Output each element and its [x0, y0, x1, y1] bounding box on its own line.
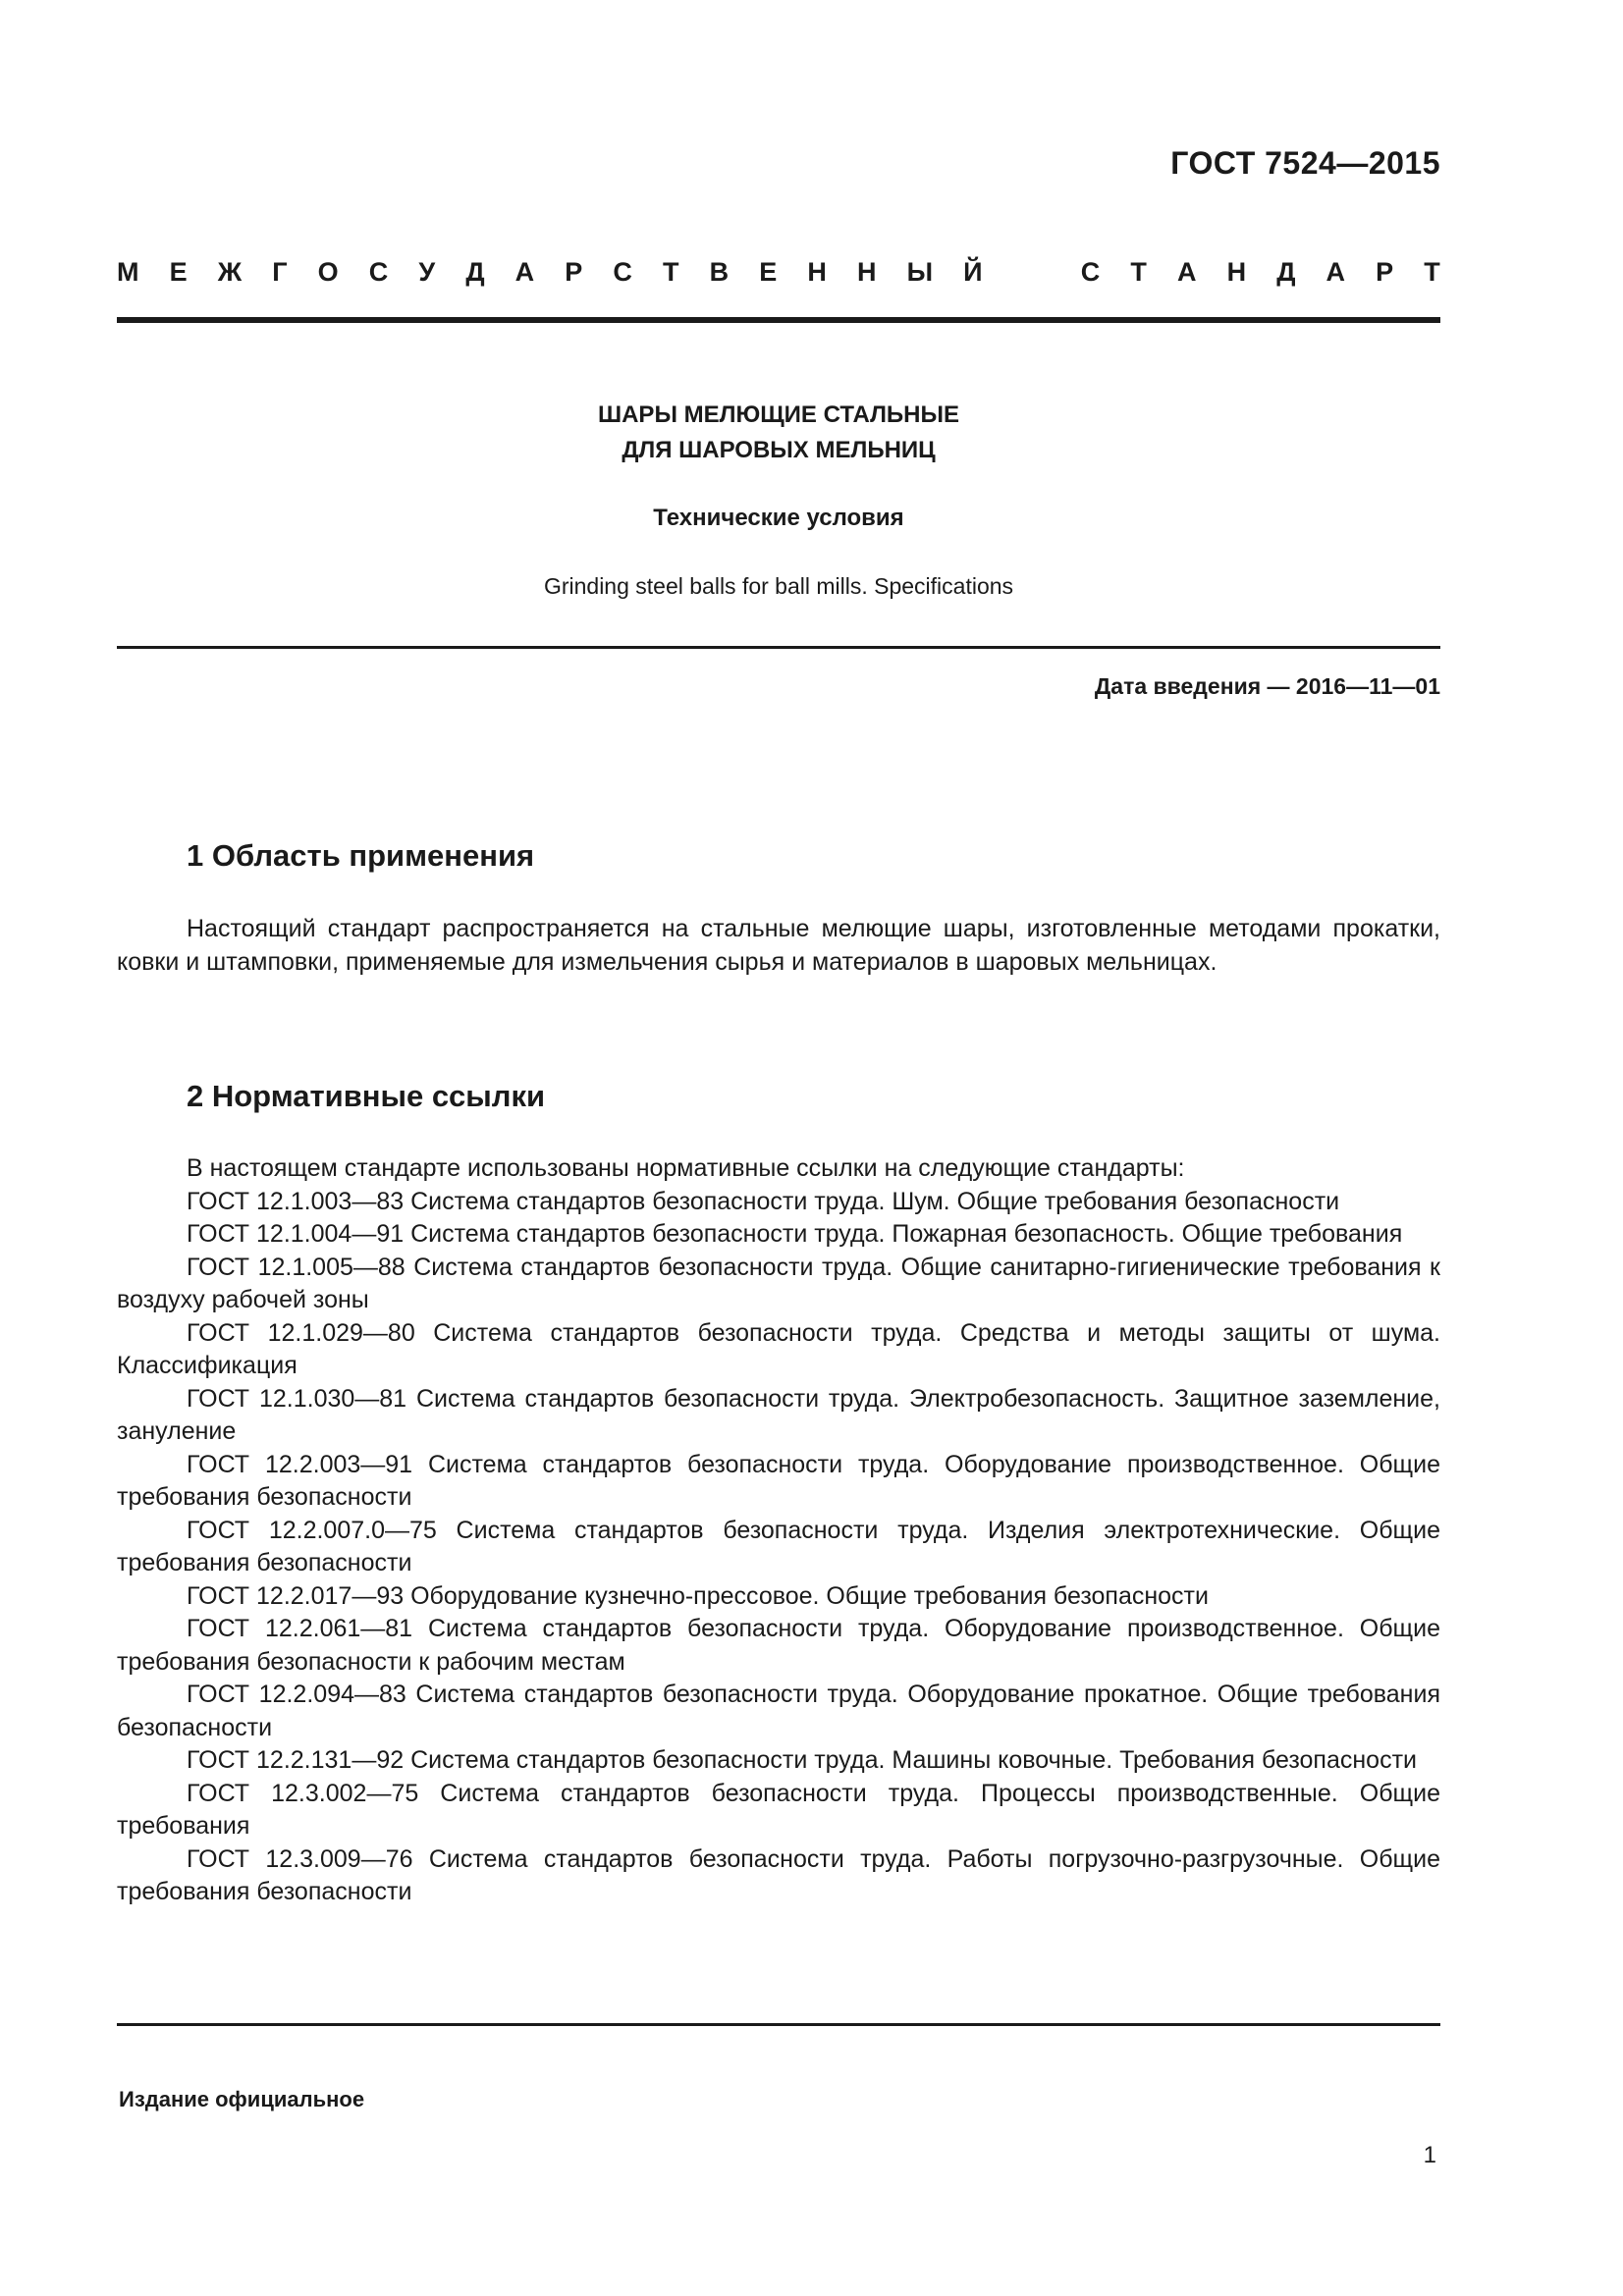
banner-letter: А: [1176, 257, 1197, 287]
reference-item: ГОСТ 12.1.029—80 Система стандартов безопасности труда. Средства и методы защиты от шума. Классификация: [117, 1318, 1440, 1379]
banner-letter: Д: [465, 257, 485, 287]
banner-letter: С: [613, 257, 632, 287]
reference-item: ГОСТ 12.2.007.0—75 Система стандартов безопасности труда. Изделия электротехнические. Общие требования безопасности: [117, 1516, 1440, 1576]
title-line-1: ШАРЫ МЕЛЮЩИЕ СТАЛЬНЫЕ: [597, 401, 960, 428]
banner-letter: Е: [169, 257, 188, 287]
intro-date: Дата введения — 2016—11—01: [1094, 673, 1440, 699]
banner-letter: С: [368, 257, 389, 287]
english-title: Grinding steel balls for ball mills. Specifications: [543, 573, 1014, 599]
header-divider: [117, 317, 1440, 323]
banner-letter: Г: [272, 257, 288, 287]
reference-item: ГОСТ 12.2.003—91 Система стандартов безопасности труда. Оборудование производственное. Общие требования безопасности: [117, 1450, 1440, 1511]
page-number: 1: [1423, 2142, 1436, 2168]
banner-letter: А: [514, 257, 535, 287]
banner-letter: Д: [1276, 257, 1296, 287]
banner-letter: Ы: [906, 257, 934, 287]
section-1-heading: 1 Область применения: [187, 838, 535, 873]
reference-item: ГОСТ 12.2.094—83 Система стандартов безопасности труда. Оборудование прокатное. Общие требования безопасности: [117, 1681, 1440, 1741]
references-lead: В настоящем стандарте использованы нормативные ссылки на следующие стандарты:: [187, 1154, 1185, 1182]
banner-letter: С: [1080, 257, 1101, 287]
reference-item: ГОСТ 12.2.131—92 Система стандартов безопасности труда. Машины ковочные. Требования безопасности: [187, 1746, 1418, 1774]
title-divider: [117, 646, 1440, 649]
official-edition-label: Издание официальное: [119, 2087, 365, 2111]
banner-letter: Ж: [217, 257, 243, 287]
banner-letter: Р: [1376, 257, 1394, 287]
banner-letter: Н: [807, 257, 827, 287]
banner-letter: Т: [1424, 257, 1440, 287]
banner-letter: Т: [663, 257, 679, 287]
footer-divider: [117, 2023, 1440, 2026]
banner-letter: Е: [759, 257, 778, 287]
reference-item: ГОСТ 12.1.003—83 Система стандартов безопасности труда. Шум. Общие требования безопасности: [187, 1187, 1340, 1215]
banner-letter: А: [1325, 257, 1346, 287]
reference-item: ГОСТ 12.1.005—88 Система стандартов безопасности труда. Общие санитарно-гигиенические требования к воздуху рабочей зоны: [117, 1253, 1440, 1313]
banner-letter: Р: [565, 257, 583, 287]
section-1-body: [117, 913, 1440, 979]
section-2-heading: 2 Нормативные ссылки: [187, 1079, 546, 1113]
banner-word-gap: [1013, 257, 1051, 288]
section-1-paragraph: Настоящий стандарт распространяется на стальные мелющие шары, изготовленные методами прокатки, ковки и штамповки, применяемые для измельчения сырья и материалов в шаровых мельницах.: [117, 915, 1440, 976]
subtitle: Технические условия: [653, 505, 904, 531]
banner-letter: Н: [856, 257, 877, 287]
banner-letter: В: [709, 257, 730, 287]
interstate-standard-banner: [117, 257, 1440, 288]
banner-letter: М: [117, 257, 139, 287]
banner-letter: Т: [1130, 257, 1147, 287]
reference-item: ГОСТ 12.3.002—75 Система стандартов безопасности труда. Процессы производственные. Общие требования: [117, 1779, 1440, 1840]
banner-letter: У: [418, 257, 436, 287]
reference-item: ГОСТ 12.2.017—93 Оборудование кузнечно-прессовое. Общие требования безопасности: [187, 1581, 1209, 1610]
gost-number: ГОСТ 7524—2015: [1170, 145, 1440, 181]
reference-item: ГОСТ 12.1.004—91 Система стандартов безопасности труда. Пожарная безопасность. Общие требования: [187, 1220, 1403, 1248]
reference-item: ГОСТ 12.1.030—81 Система стандартов безопасности труда. Электробезопасность. Защитное заземление, зануление: [117, 1384, 1440, 1445]
title-line-2: ДЛЯ ШАРОВЫХ МЕЛЬНИЦ: [622, 437, 936, 463]
reference-item: ГОСТ 12.3.009—76 Система стандартов безопасности труда. Работы погрузочно-разгрузочные. Общие требования безопасности: [117, 1844, 1440, 1905]
reference-item: ГОСТ 12.2.061—81 Система стандартов безопасности труда. Оборудование производственное. Общие требования безопасности к рабочим местам: [117, 1615, 1440, 1676]
section-2-body: [117, 1152, 1440, 1909]
banner-letter: Н: [1226, 257, 1247, 287]
banner-letter: Й: [963, 257, 983, 287]
banner-letter: О: [317, 257, 339, 287]
